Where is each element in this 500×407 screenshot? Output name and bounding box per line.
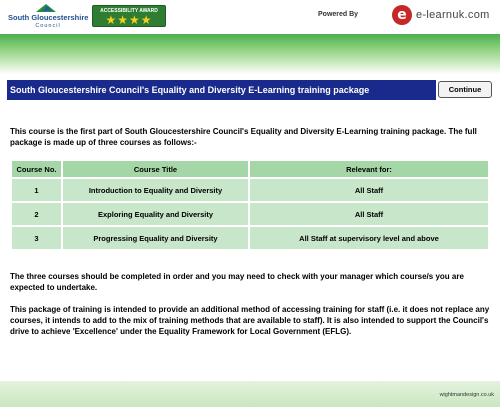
course-title-cell: Exploring Equality and Diversity [62, 202, 249, 226]
accessibility-award-badge [92, 5, 166, 27]
brand-name: e-learnuk.com [416, 9, 490, 21]
council-logo-mark-inner-icon [42, 6, 52, 11]
course-no-cell: 1 [11, 178, 62, 202]
table-row [11, 226, 489, 250]
course-title-cell: Introduction to Equality and Diversity [62, 178, 249, 202]
package-purpose-text: This package of training is intended to provide an additional method of accessing training for staff (i.e. it does not replace any courses, it intends to add to the mix of training methods that are available to staff). It is also intended to support the Council's drive to achieve 'Excellence' under the Equality Framework for Local Government (EFLG). [10, 305, 490, 336]
course-no-cell: 3 [11, 226, 62, 250]
council-logo-sub: Council [35, 23, 61, 29]
intro-text: This course is the first part of South Gloucestershire Council's Equality and Diversity E-Learning training package. The full package is made up of three courses as follows:- [10, 127, 477, 147]
table-row [11, 202, 489, 226]
council-logo-name: South Gloucestershire [8, 13, 89, 22]
course-no-cell: 2 [11, 202, 62, 226]
table-header-row [11, 160, 489, 178]
relevant-for-cell: All Staff [249, 178, 489, 202]
elearnuk-logo-icon: e [392, 5, 412, 25]
column-header-course-title: Course Title [62, 160, 249, 178]
course-title-cell: Progressing Equality and Diversity [62, 226, 249, 250]
courses-table [11, 160, 489, 250]
column-header-relevant-for: Relevant for: [249, 160, 489, 178]
footer-credit-link[interactable]: wightmandesign.co.uk [439, 392, 494, 398]
column-header-course-no: Course No. [11, 160, 62, 178]
header-gradient-band [0, 34, 500, 74]
award-stars-icon: ★★★★ [105, 13, 153, 27]
header-bar [0, 0, 500, 34]
content-area [0, 103, 500, 381]
powered-by-label: Powered By [318, 11, 359, 18]
relevant-for-cell: All Staff at supervisory level and above [249, 226, 489, 250]
order-note-text: The three courses should be completed in order and you may need to check with your manager which course/s you are expected to undertake. [10, 272, 464, 292]
footer-bar [0, 381, 500, 407]
award-title: ACCESSIBILITY AWARD [100, 8, 158, 14]
continue-button[interactable]: Continue [438, 81, 492, 98]
table-row [11, 178, 489, 202]
page-title: South Gloucestershire Council's Equality and Diversity E-Learning training package [7, 80, 436, 100]
relevant-for-cell: All Staff [249, 202, 489, 226]
council-logo [8, 4, 88, 31]
